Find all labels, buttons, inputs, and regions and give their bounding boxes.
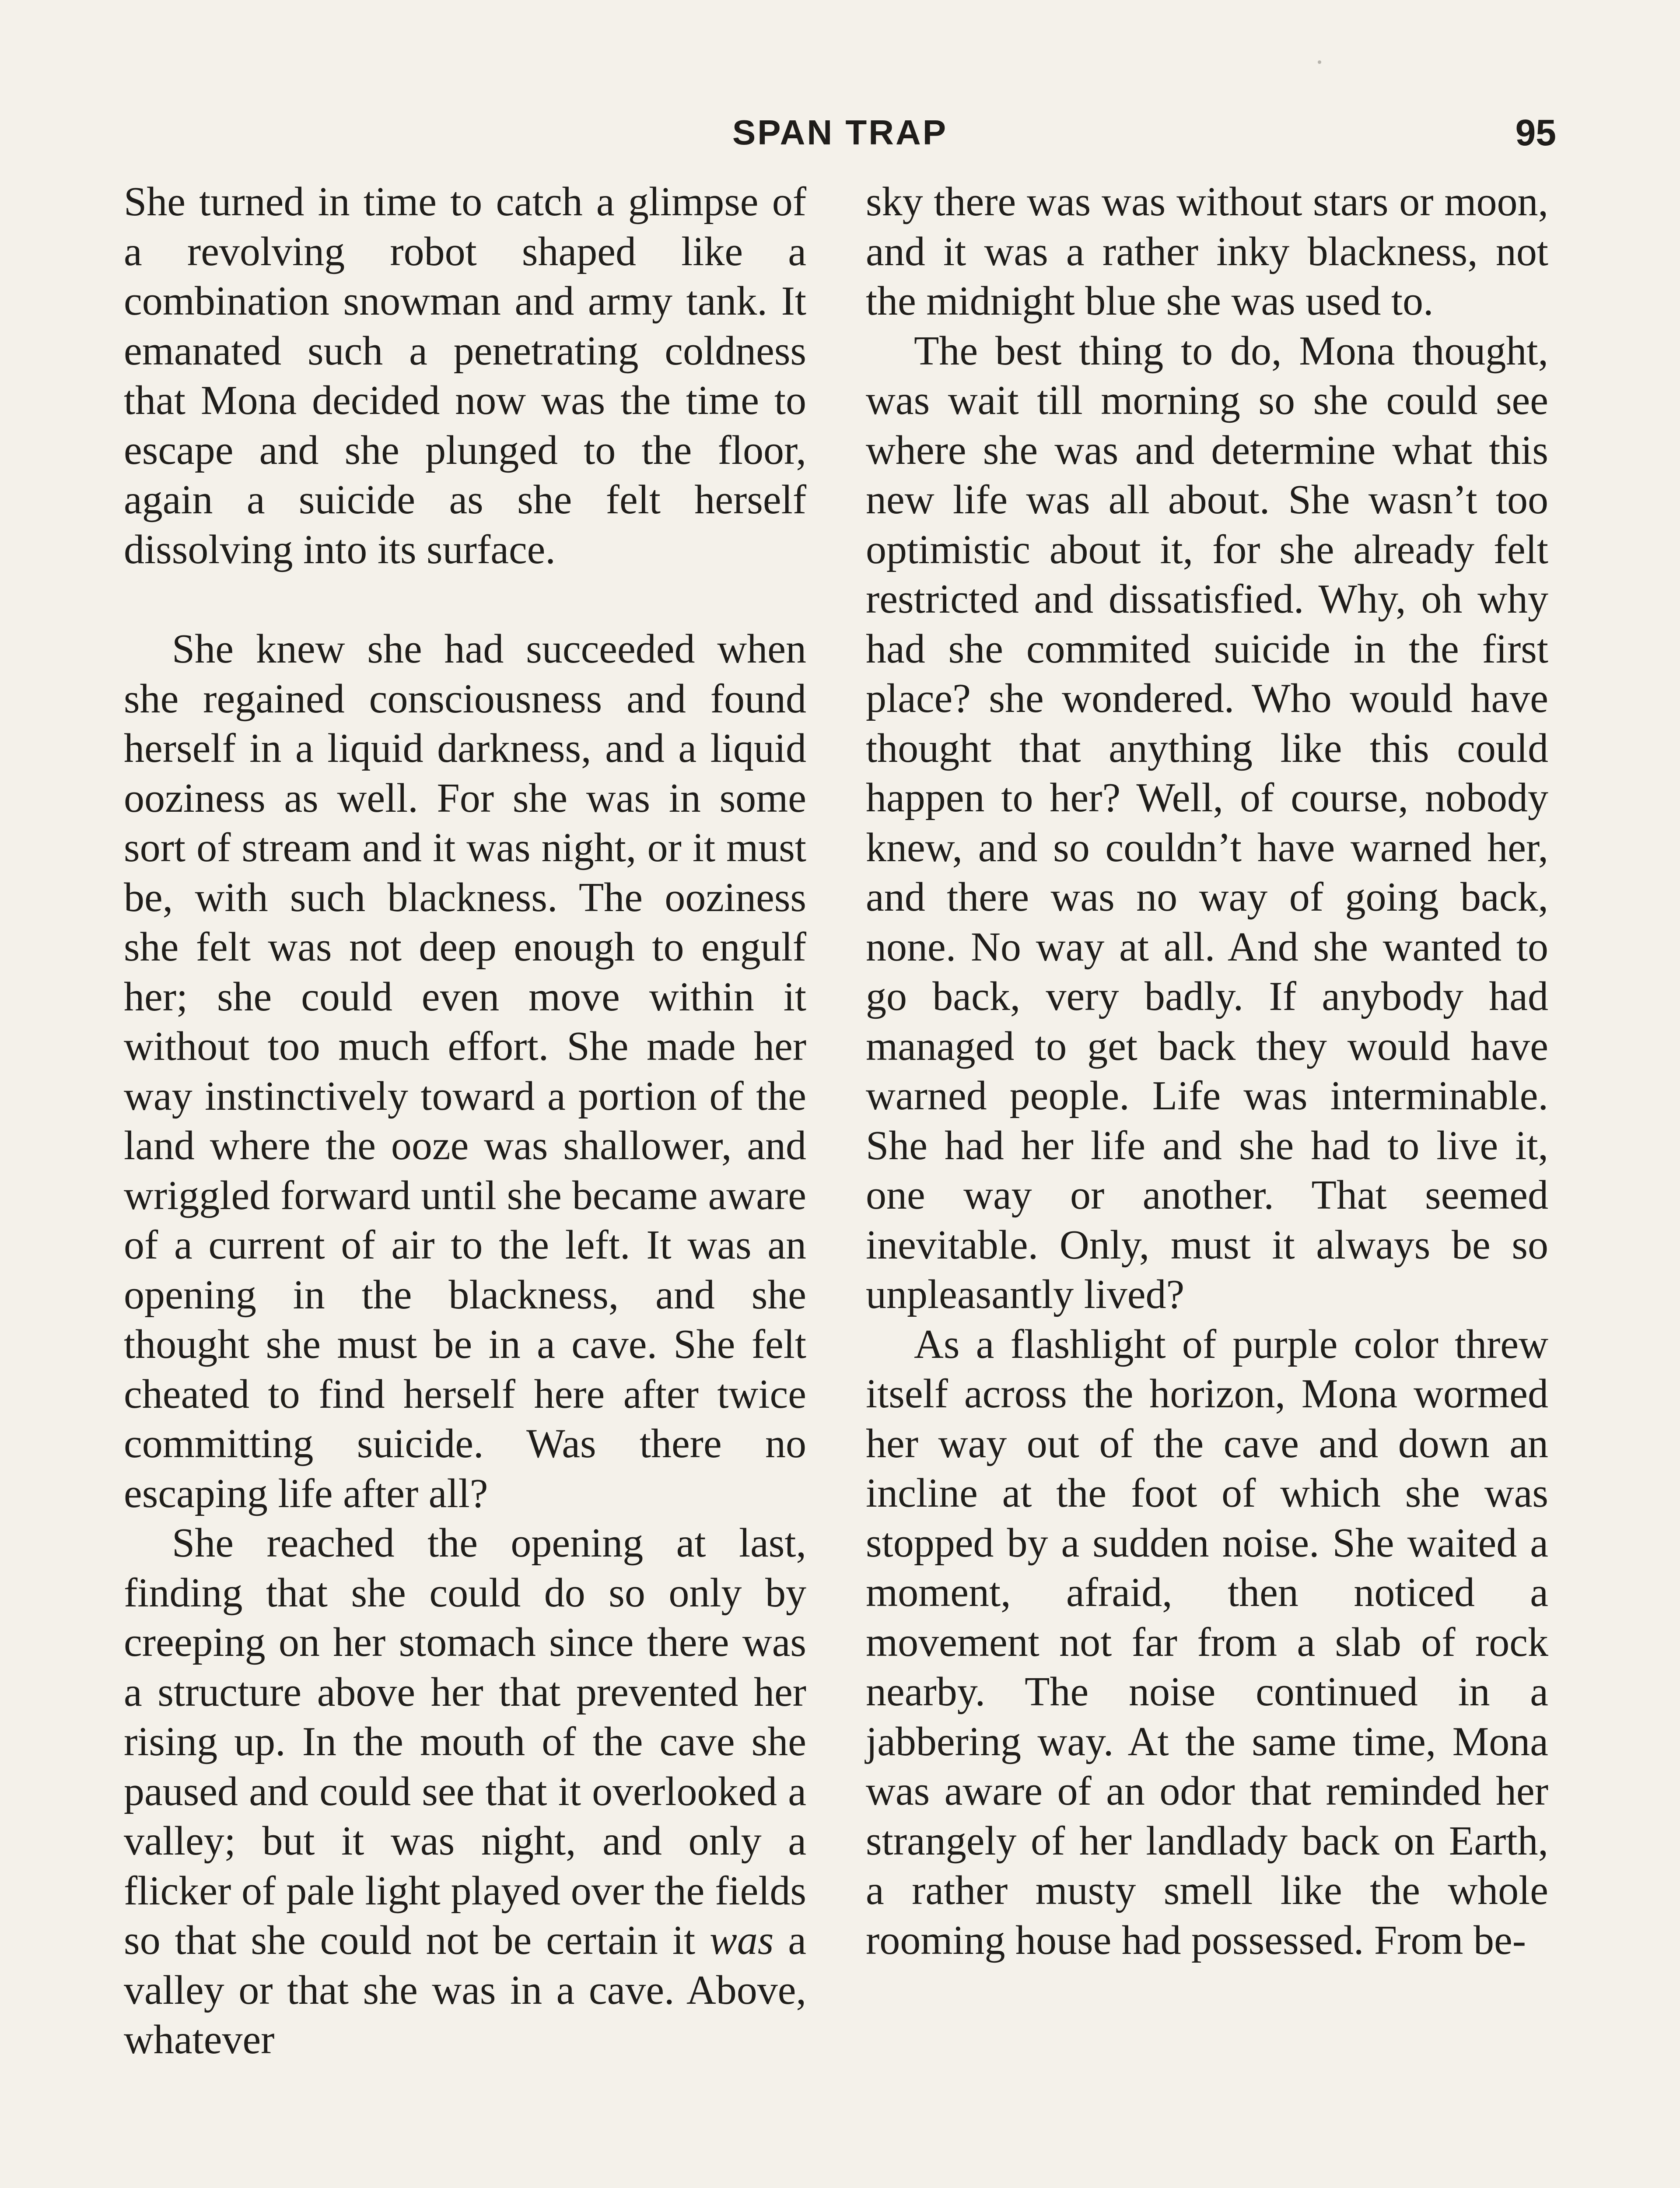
paragraph: She knew she had succeeded when she regained consciousness and found herself in a liquid darkness, and a liquid ooziness as well. For she was in some sort of stream and it was night, or it must be, with such blackness. The ooziness she felt was not deep enough to engulf her; she could even move within it without too much effort. She made her way instinctively toward a portion of the land where the ooze was shallower, and wriggled forward until she became aware of a current of air to the left. It was an opening in the blackness, and she thought she must be in a cave. She felt cheated to find herself here after twice committing suicide. Was there no escaping life after all? xyxy=(124,626,806,1516)
paragraph: The best thing to do, Mona thought, was wait till morning so she could see where she was and determine what this new life was all about. She wasn’t too optimistic about it, for she already felt restricted and dissatisfied. Why, oh why had she commited suicide in the first place? she wondered. Who would have thought that anything like this could happen to her? Well, of course, nobody knew, and so couldn’t have warned her, and there was no way of going back, none. No way at all. And she wanted to go back, very badly. If anybody had managed to get back they would have warned people. Life was interminable. She had her life and she had to live it, one way or another. That seemed inevitable. Only, must it always be so unpleasantly lived? xyxy=(866,328,1548,1317)
paragraph: sky there was was without stars or moon, and it was a rather inky blackness, not the midnight blue she was used to. xyxy=(866,179,1548,324)
ink-fleck xyxy=(1318,60,1321,64)
paragraph-text: a valley or that she was in a cave. Above, whatever xyxy=(124,1918,806,2062)
running-head xyxy=(0,109,1680,157)
right-column xyxy=(866,177,1548,1965)
running-title: SPAN TRAP xyxy=(732,113,948,152)
paragraph xyxy=(124,1518,806,2065)
left-column xyxy=(124,177,806,2065)
emphasis-word: was xyxy=(710,1918,774,1963)
paragraph-text: She reached the opening at last, finding that she could do so only by creeping on her stomach since there was a structure above her that prevented her rising up. In the mouth of the cave she paused and could see that it overlooked a valley; but it was night, and only a flicker of pale light played over the fields so that she could not be certain it xyxy=(124,1520,806,1963)
paragraph: She turned in time to catch a glimpse of a revolving robot shaped like a combination snowman and army tank. It emanated such a penetrating coldness that Mona decided now was the time to escape and she plunged to the floor, again a suicide as she felt herself dissolving into its surface. xyxy=(124,179,806,572)
paragraph: As a flashlight of purple color threw itself across the horizon, Mona wormed her way out of the cave and down an incline at the foot of which she was stopped by a sudden noise. She waited a moment, afraid, then noticed a movement not far from a slab of rock nearby. The noise continued in a jabbering way. At the same time, Mona was aware of an odor that reminded her strangely of her landlady back on Earth, a rather musty smell like the whole rooming house had possessed. From be- xyxy=(866,1321,1548,1963)
page-number: 95 xyxy=(1515,112,1556,153)
